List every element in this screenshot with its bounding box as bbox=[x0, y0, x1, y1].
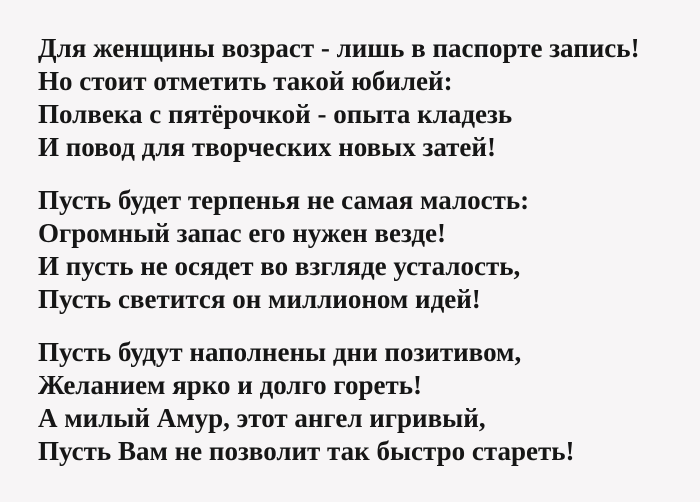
poem-line: Желанием ярко и долго гореть! bbox=[38, 370, 422, 400]
poem-line: Пусть светится он миллионом идей! bbox=[38, 284, 481, 314]
poem-stanza-1 bbox=[38, 32, 670, 164]
poem-line: Пусть Вам не позволит так быстро стареть! bbox=[38, 436, 575, 466]
poem-line: И повод для творческих новых затей! bbox=[38, 132, 496, 162]
poem-line: Огромный запас его нужен везде! bbox=[38, 218, 446, 248]
poem-line: Полвека с пятёрочкой - опыта кладезь bbox=[38, 99, 513, 129]
poem-line: Для женщины возраст - лишь в паспорте запись! bbox=[38, 33, 640, 63]
poem-stanza-2 bbox=[38, 184, 670, 316]
poem-line: Пусть будет терпенья не самая малость: bbox=[38, 185, 530, 215]
poem-line: Но стоит отметить такой юбилей: bbox=[38, 66, 453, 96]
poem-line: Пусть будут наполнены дни позитивом, bbox=[38, 337, 522, 367]
poem-line: А милый Амур, этот ангел игривый, bbox=[38, 403, 486, 433]
poem-stanza-3 bbox=[38, 336, 670, 468]
poem-line: И пусть не осядет во взгляде усталость, bbox=[38, 251, 521, 281]
